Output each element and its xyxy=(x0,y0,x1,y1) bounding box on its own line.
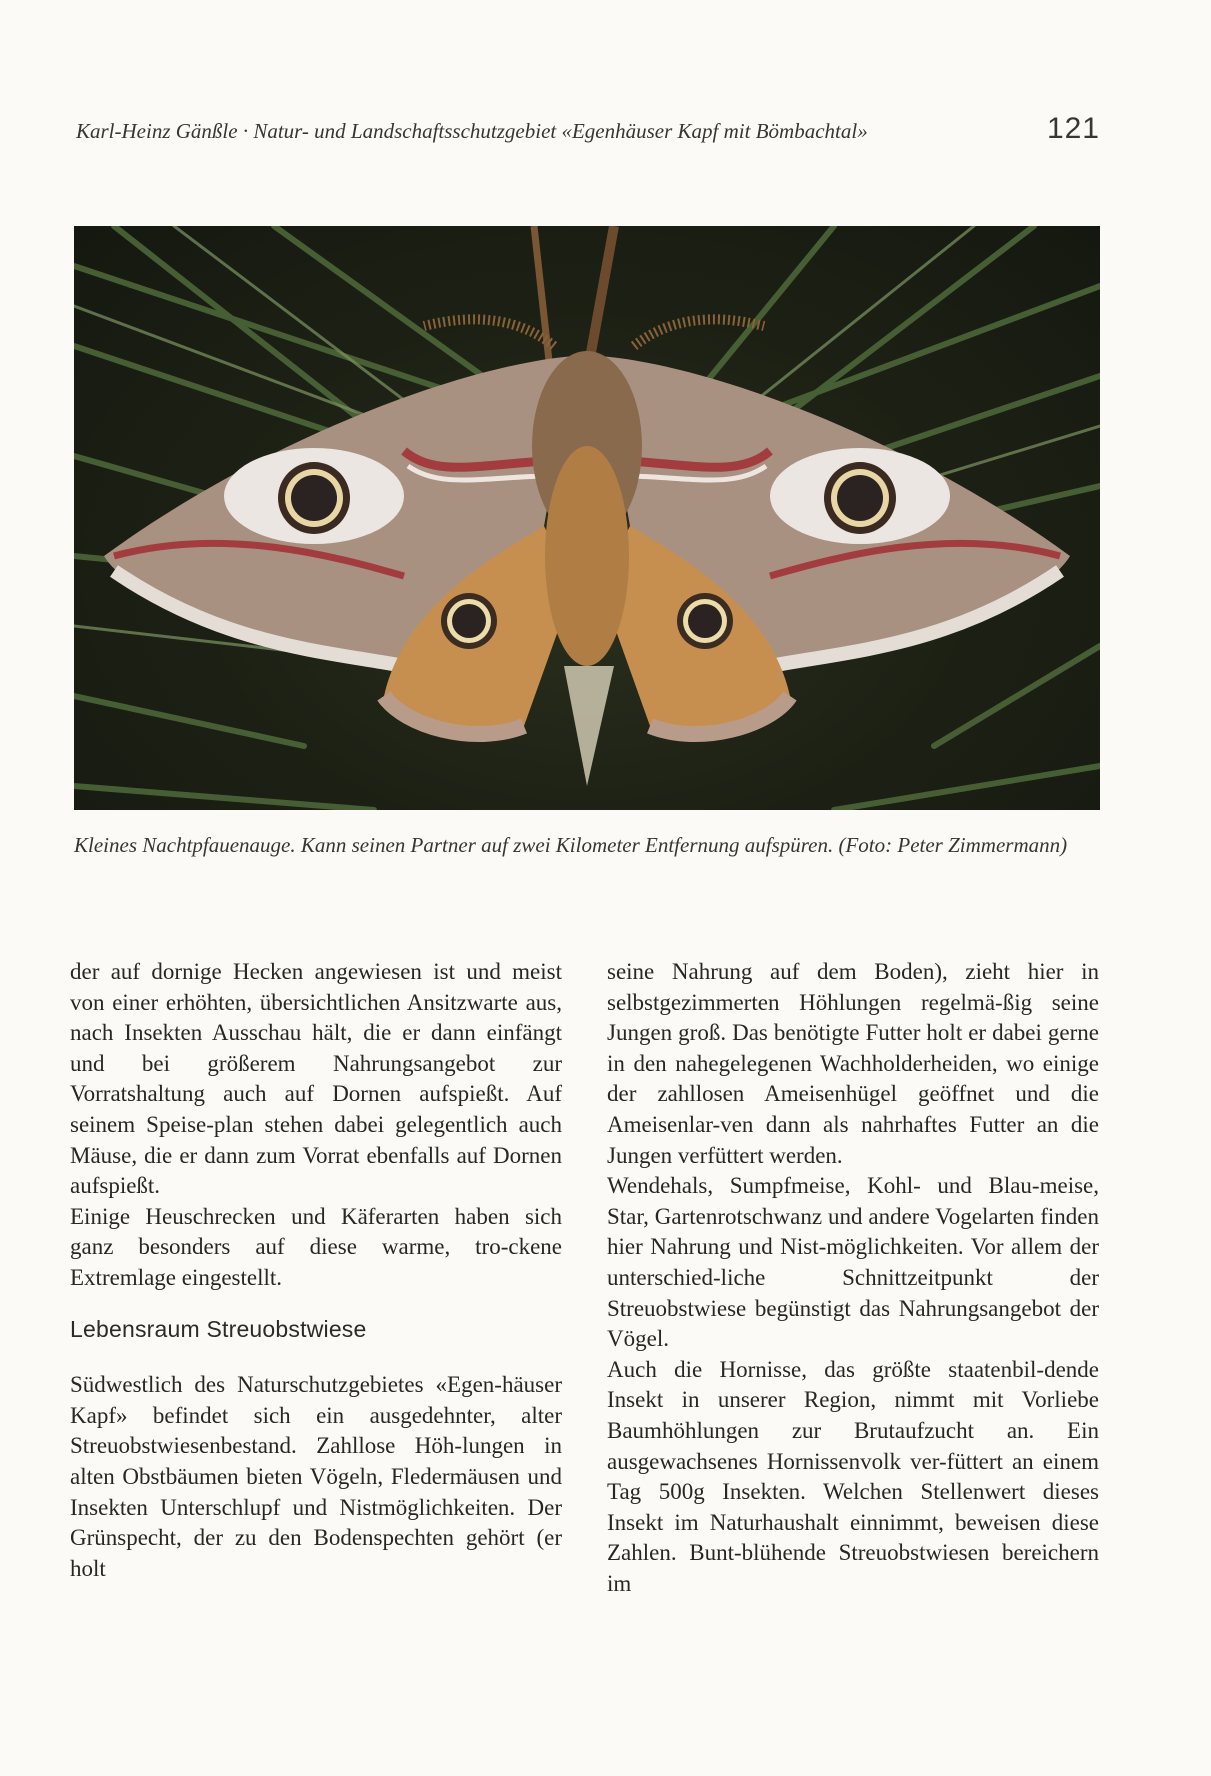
running-header xyxy=(76,112,1100,152)
moth-photo xyxy=(74,226,1100,810)
left-paragraph-3: Südwestlich des Naturschutzgebietes «Egen-häuser Kapf» befindet sich ein ausgedehnter, alter Streuobstwiesenbestand. Zahllose Höh-lungen in alten Obstbäumen bieten Vögeln, Fledermäusen und Insekten Unterschlupf und Nistmöglichkeiten. Der Grünspecht, der zu den Bodenspechten gehört (er holt xyxy=(70,1372,562,1581)
running-title: Karl-Heinz Gänßle · Natur- und Landschaftsschutzgebiet «Egenhäuser Kapf mit Bömbachtal» xyxy=(76,119,868,143)
right-column xyxy=(607,957,1099,1599)
figure-caption: Kleines Nachtpfauenauge. Kann seinen Partner auf zwei Kilometer Entfernung aufspüren. (Foto: Peter Zimmermann) xyxy=(74,833,1068,857)
moth-photo-illustration xyxy=(74,226,1100,810)
left-paragraph-2: Einige Heuschrecken und Käferarten haben sich ganz besonders auf diese warme, tro-ckene Extremlage eingestellt. xyxy=(70,1203,562,1290)
section-heading: Lebensraum Streuobstwiese xyxy=(70,1315,367,1342)
right-paragraph-3: Auch die Hornisse, das größte staatenbil-dende Insekt in unserer Region, nimmt mit Vorliebe Baumhöhlungen zur Brutaufzucht an. Ein ausgewachsenes Hornissenvolk ver-füttert an einem Tag 500g Insekten. Welchen Stellenwert dieses Insekt im Naturhaushalt einnimmt, beweisen diese Zahlen. Bunt-blühende Streuobstwiesen bereichern im xyxy=(607,1356,1099,1596)
left-column xyxy=(70,957,562,1584)
right-paragraph-1: seine Nahrung auf dem Boden), zieht hier in selbstgezimmerten Höhlungen regelmä-ßig seine Jungen groß. Das benötigte Futter holt er dabei gerne in den nahegelegenen Wachholderheiden, wo einige der zahllosen Ameisenhügel geöffnet und die Ameisenlar-ven dann als nahrhaftes Futter an die Jungen verfüttert werden. xyxy=(607,959,1099,1168)
left-paragraph-1: der auf dornige Hecken angewiesen ist und meist von einer erhöhten, übersichtlichen Ansitzwarte aus, nach Insekten Ausschau hält, die er dann einfängt und bei größerem Nahrungsangebot zur Vorratshaltung auch auf Dornen aufspießt. Auf seinem Speise-plan stehen dabei gelegentlich auch Mäuse, die er dann zum Vorrat ebenfalls auf Dornen aufspießt. xyxy=(70,959,562,1199)
right-paragraph-2: Wendehals, Sumpfmeise, Kohl- und Blau-meise, Star, Gartenrotschwanz und andere Vogelarten finden hier Nahrung und Nist-möglichkeiten. Vor allem der unterschied-liche Schnittzeitpunkt der Streuobstwiese begünstigt das Nahrungsangebot der Vögel. xyxy=(607,1173,1099,1352)
page-number: 121 xyxy=(1046,112,1100,145)
